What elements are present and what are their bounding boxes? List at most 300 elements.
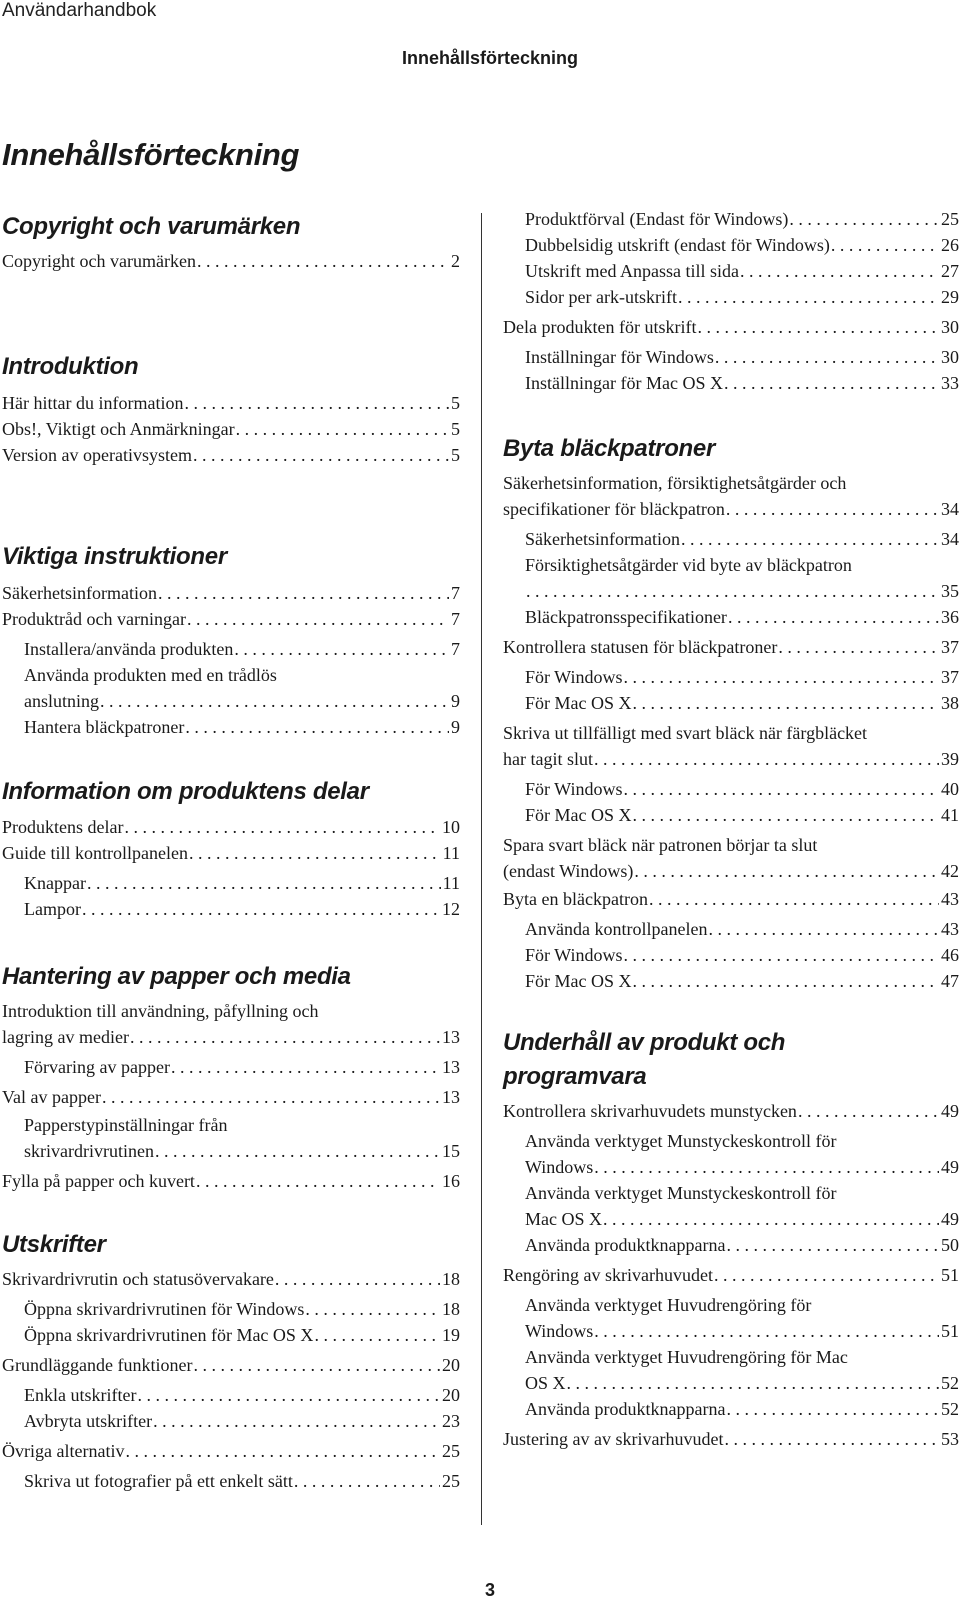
toc-entry[interactable] xyxy=(503,1098,959,1124)
section-heading: Byta bläckpatroner xyxy=(503,435,716,462)
toc-entry[interactable] xyxy=(525,968,959,994)
toc-entry-row xyxy=(525,284,959,310)
toc-entry-row xyxy=(24,870,460,896)
dot-leader xyxy=(193,1352,440,1378)
toc-page-number: 20 xyxy=(442,1355,460,1375)
toc-entry-label: För Mac OS X xyxy=(525,693,632,713)
dot-leader xyxy=(314,1322,440,1348)
toc-entry-row xyxy=(24,1408,460,1434)
toc-entry-row xyxy=(24,1468,460,1494)
toc-page-number: 18 xyxy=(442,1299,460,1319)
toc-entry-label: Rengöring av skrivarhuvudet xyxy=(503,1265,713,1285)
toc-entry[interactable] xyxy=(525,552,959,604)
toc-entry[interactable] xyxy=(2,248,460,274)
toc-page-number: 19 xyxy=(442,1325,460,1345)
dot-leader xyxy=(740,258,939,284)
dot-leader xyxy=(623,664,939,690)
toc-entry-text: Säkerhetsinformation, försiktighetsåtgärder och xyxy=(503,473,847,493)
dot-leader xyxy=(184,390,449,416)
dot-leader xyxy=(678,284,939,310)
toc-entry-label: Windows xyxy=(525,1321,594,1341)
toc-page-number: 37 xyxy=(941,667,959,687)
toc-entry[interactable] xyxy=(2,1438,460,1464)
toc-entry[interactable] xyxy=(525,206,959,232)
dot-leader xyxy=(197,248,449,274)
toc-entry-label: lagring av medier xyxy=(2,1027,129,1047)
toc-entry[interactable] xyxy=(503,1262,959,1288)
toc-entry[interactable] xyxy=(525,664,959,690)
toc-page-number: 30 xyxy=(941,347,959,367)
toc-entry-label: Dela produkten för utskrift xyxy=(503,317,697,337)
toc-entry[interactable] xyxy=(2,390,460,416)
toc-entry[interactable] xyxy=(2,1168,460,1194)
toc-entry-label: Produktförval (Endast för Windows) xyxy=(525,209,789,229)
toc-entry-label: Kontrollera statusen för bläckpatroner xyxy=(503,637,778,657)
dot-leader xyxy=(726,496,939,522)
toc-entry[interactable] xyxy=(2,580,460,606)
toc-entry-row xyxy=(525,1318,959,1344)
toc-entry-label: specifikationer för bläckpatron xyxy=(503,499,725,519)
toc-entry-text: Försiktighetsåtgärder vid byte av bläckpatron xyxy=(525,555,852,575)
toc-page-number: 37 xyxy=(941,637,959,657)
toc-page-number: 13 xyxy=(442,1057,460,1077)
toc-page-number: 7 xyxy=(451,583,460,603)
toc-entry-label: Hantera bläckpatroner xyxy=(24,717,185,737)
toc-entry-label: Grundläggande funktioner xyxy=(2,1355,193,1375)
section-heading: Underhåll av produkt och xyxy=(503,1029,786,1056)
dot-leader xyxy=(594,1318,939,1344)
toc-entry-row xyxy=(503,886,959,912)
toc-entry[interactable] xyxy=(24,1054,460,1080)
toc-entry-label: Övriga alternativ xyxy=(2,1441,125,1461)
toc-page-number: 51 xyxy=(941,1321,959,1341)
toc-entry[interactable] xyxy=(2,1352,460,1378)
toc-entry-text: Använda verktyget Huvudrengöring för xyxy=(525,1295,812,1315)
toc-entry[interactable] xyxy=(2,840,460,866)
toc-entry-label: Mac OS X xyxy=(525,1209,602,1229)
toc-entry-label: För Windows xyxy=(525,779,623,799)
toc-page-number: 10 xyxy=(442,817,460,837)
toc-entry-row xyxy=(525,344,959,370)
toc-page-number: 51 xyxy=(941,1265,959,1285)
toc-entry-label: Produktråd och varningar xyxy=(2,609,186,629)
dot-leader xyxy=(153,1408,440,1434)
toc-entry-label: anslutning xyxy=(24,691,99,711)
toc-page-number: 16 xyxy=(442,1171,460,1191)
toc-entry-row xyxy=(525,802,959,828)
toc-entry-label: Version av operativsystem xyxy=(2,445,192,465)
toc-entry-row xyxy=(24,1382,460,1408)
toc-page-number: 5 xyxy=(451,419,460,439)
toc-entry[interactable] xyxy=(2,606,460,632)
dot-leader xyxy=(633,802,940,828)
toc-page-number: 2 xyxy=(451,251,460,271)
toc-page-number: 13 xyxy=(442,1087,460,1107)
toc-page-number: 34 xyxy=(941,499,959,519)
toc-entry-row xyxy=(2,248,460,274)
toc-entry-row xyxy=(525,258,959,284)
toc-entry[interactable] xyxy=(2,814,460,840)
toc-entry[interactable] xyxy=(525,776,959,802)
toc-entry[interactable] xyxy=(24,1322,460,1348)
toc-entry-label: Windows xyxy=(525,1157,594,1177)
toc-entry[interactable] xyxy=(2,416,460,442)
toc-entry-row xyxy=(2,580,460,606)
toc-entry-row xyxy=(2,1266,460,1292)
dot-leader xyxy=(526,578,939,604)
toc-entry[interactable] xyxy=(525,344,959,370)
toc-entry[interactable] xyxy=(2,1266,460,1292)
toc-page-number: 18 xyxy=(442,1269,460,1289)
toc-entry-text: Använda verktyget Munstyckeskontroll för xyxy=(525,1131,837,1151)
toc-entry[interactable] xyxy=(24,1296,460,1322)
dot-leader xyxy=(100,688,449,714)
toc-entry-row xyxy=(24,896,460,922)
toc-entry-row xyxy=(2,416,460,442)
dot-leader xyxy=(294,1468,440,1494)
toc-entry-label: Installera/använda produkten xyxy=(24,639,234,659)
toc-entry-row xyxy=(525,1232,959,1258)
section-heading: Hantering av papper och media xyxy=(2,963,351,990)
toc-entry[interactable] xyxy=(525,1232,959,1258)
toc-entry-text: Introduktion till användning, påfyllning och xyxy=(2,1001,319,1021)
toc-page-number: 34 xyxy=(941,529,959,549)
toc-page-number: 41 xyxy=(941,805,959,825)
toc-entry[interactable] xyxy=(525,916,959,942)
toc-entry-row xyxy=(525,206,959,232)
dot-leader xyxy=(102,1084,440,1110)
toc-entry-label: Produktens delar xyxy=(2,817,124,837)
toc-entry-row xyxy=(24,636,460,662)
dot-leader xyxy=(87,870,441,896)
toc-page-number: 13 xyxy=(442,1027,460,1047)
toc-entry-row xyxy=(2,1352,460,1378)
toc-page-number: 7 xyxy=(451,609,460,629)
dot-leader xyxy=(603,1206,939,1232)
toc-entry[interactable] xyxy=(525,232,959,258)
toc-page-number: 46 xyxy=(941,945,959,965)
toc-entry-label: Inställningar för Windows xyxy=(525,347,714,367)
toc-entry-label: Knappar xyxy=(24,873,86,893)
toc-entry-label: Dubbelsidig utskrift (endast för Windows) xyxy=(525,235,830,255)
dot-leader xyxy=(193,442,449,468)
toc-entry-row xyxy=(525,1396,959,1422)
toc-page-number: 9 xyxy=(451,717,460,737)
dot-leader xyxy=(623,776,939,802)
toc-entry-row xyxy=(503,1098,959,1124)
toc-entry-label: Byta en bläckpatron xyxy=(503,889,648,909)
toc-entry-label: Justering av av skrivarhuvudet xyxy=(503,1429,724,1449)
toc-page-number: 27 xyxy=(941,261,959,281)
dot-leader xyxy=(728,604,939,630)
dot-leader xyxy=(681,526,939,552)
section-heading: Viktiga instruktioner xyxy=(2,543,227,570)
toc-page-number: 38 xyxy=(941,693,959,713)
dot-leader xyxy=(234,636,449,662)
toc-page-number: 49 xyxy=(941,1157,959,1177)
toc-entry-row xyxy=(503,1426,959,1452)
toc-page-number: 25 xyxy=(442,1471,460,1491)
toc-entry-row xyxy=(525,776,959,802)
toc-entry-label: Öppna skrivardrivrutinen för Windows xyxy=(24,1299,305,1319)
dot-leader xyxy=(778,634,939,660)
toc-entry[interactable] xyxy=(503,832,959,884)
toc-entry-label: Bläckpatronsspecifikationer xyxy=(525,607,727,627)
toc-entry-row xyxy=(525,1206,959,1232)
toc-entry[interactable] xyxy=(525,1396,959,1422)
toc-entry-label: Fylla på papper och kuvert xyxy=(2,1171,195,1191)
toc-page-number: 11 xyxy=(442,843,460,863)
toc-entry-label: OS X xyxy=(525,1373,566,1393)
toc-entry-row xyxy=(2,814,460,840)
column-divider xyxy=(481,213,482,1525)
section-heading: Copyright och varumärken xyxy=(2,213,301,240)
dot-leader xyxy=(789,206,939,232)
toc-page-number: 15 xyxy=(442,1141,460,1161)
toc-entry-text: Använda verktyget Huvudrengöring för Mac xyxy=(525,1347,848,1367)
toc-entry-row xyxy=(24,1054,460,1080)
toc-page-number: 43 xyxy=(941,919,959,939)
dot-leader xyxy=(185,714,449,740)
toc-entry-label: För Windows xyxy=(525,667,623,687)
page-title: Innehållsförteckning xyxy=(2,137,300,172)
toc-page-number: 35 xyxy=(941,581,959,601)
toc-entry-label: Använda produktknapparna xyxy=(525,1235,726,1255)
toc-entry[interactable] xyxy=(525,1128,959,1180)
toc-entry-text: Använda produkten med en trådlös xyxy=(24,665,277,685)
toc-entry[interactable] xyxy=(503,314,959,340)
toc-entry[interactable] xyxy=(2,1084,460,1110)
toc-entry-row xyxy=(24,1138,460,1164)
toc-entry-row xyxy=(503,634,959,660)
toc-entry-row xyxy=(503,314,959,340)
dot-leader xyxy=(275,1266,440,1292)
toc-page-number: 49 xyxy=(941,1209,959,1229)
toc-entry[interactable] xyxy=(525,258,959,284)
toc-entry[interactable] xyxy=(2,442,460,468)
dot-leader xyxy=(171,1054,440,1080)
toc-entry[interactable] xyxy=(24,1382,460,1408)
dot-leader xyxy=(708,916,939,942)
dot-leader xyxy=(125,1438,440,1464)
dot-leader xyxy=(623,942,939,968)
chapter-header: Innehållsförteckning xyxy=(401,48,579,68)
toc-entry[interactable] xyxy=(24,1408,460,1434)
toc-page-number: 52 xyxy=(941,1373,959,1393)
dot-leader xyxy=(305,1296,440,1322)
toc-entry[interactable] xyxy=(24,636,460,662)
toc-page-number: 7 xyxy=(451,639,460,659)
toc-entry-label: Öppna skrivardrivrutinen för Mac OS X xyxy=(24,1325,314,1345)
toc-entry-row xyxy=(2,1438,460,1464)
toc-entry-row xyxy=(525,604,959,630)
toc-entry[interactable] xyxy=(525,942,959,968)
dot-leader xyxy=(158,580,449,606)
toc-entry[interactable] xyxy=(525,1292,959,1344)
dot-leader xyxy=(567,1370,939,1396)
toc-page-number: 12 xyxy=(442,899,460,919)
toc-page-number: 29 xyxy=(941,287,959,307)
toc-entry[interactable] xyxy=(525,526,959,552)
dot-leader xyxy=(633,690,940,716)
toc-page-number: 50 xyxy=(941,1235,959,1255)
toc-entry-label: Skrivardrivrutin och statusövervakare xyxy=(2,1269,274,1289)
toc-entry[interactable] xyxy=(525,604,959,630)
toc-entry-label: För Mac OS X xyxy=(525,971,632,991)
toc-page-number: 30 xyxy=(941,317,959,337)
dot-leader xyxy=(187,606,449,632)
toc-entry-label: Skriva ut fotografier på ett enkelt sätt xyxy=(24,1471,293,1491)
toc-entry-label: Säkerhetsinformation xyxy=(2,583,157,603)
toc-entry-label: Avbryta utskrifter xyxy=(24,1411,153,1431)
toc-page-number: 36 xyxy=(941,607,959,627)
toc-entry-label: Utskrift med Anpassa till sida xyxy=(525,261,739,281)
toc-entry-row xyxy=(2,1168,460,1194)
section-heading: Utskrifter xyxy=(2,1231,106,1258)
toc-entry-label: har tagit slut xyxy=(503,749,593,769)
toc-entry-row xyxy=(503,1262,959,1288)
dot-leader xyxy=(124,814,440,840)
toc-page-number: 9 xyxy=(451,691,460,711)
toc-page-number: 53 xyxy=(941,1429,959,1449)
toc-entry-label: För Mac OS X xyxy=(525,805,632,825)
toc-entry[interactable] xyxy=(24,1112,460,1164)
toc-entry[interactable] xyxy=(503,720,959,772)
running-header: Användarhandbok xyxy=(2,0,157,21)
section-heading: Introduktion xyxy=(2,353,139,380)
dot-leader xyxy=(724,1426,939,1452)
toc-entry-row xyxy=(2,390,460,416)
toc-page-number: 25 xyxy=(442,1441,460,1461)
toc-page-number: 47 xyxy=(941,971,959,991)
toc-entry-label: Lampor xyxy=(24,899,81,919)
toc-entry-row xyxy=(2,1084,460,1110)
toc-page-number: 25 xyxy=(941,209,959,229)
toc-page-number: 42 xyxy=(941,861,959,881)
toc-entry-label: Val av papper xyxy=(2,1087,101,1107)
dot-leader xyxy=(726,1232,939,1258)
toc-entry-label: Copyright och varumärken xyxy=(2,251,196,271)
toc-entry[interactable] xyxy=(503,634,959,660)
toc-entry-label: Kontrollera skrivarhuvudets munstycken xyxy=(503,1101,797,1121)
toc-page-number: 39 xyxy=(941,749,959,769)
toc-page-number: 11 xyxy=(442,873,460,893)
toc-entry-row xyxy=(503,746,959,772)
dot-leader xyxy=(831,232,939,258)
toc-entry-row xyxy=(503,496,959,522)
toc-page-number: 40 xyxy=(941,779,959,799)
toc-entry[interactable] xyxy=(503,470,959,522)
toc-entry-label: För Windows xyxy=(525,945,623,965)
section-heading: Information om produktens delar xyxy=(2,778,369,805)
toc-entry[interactable] xyxy=(525,1344,959,1396)
toc-entry-text: Papperstypinställningar från xyxy=(24,1115,228,1135)
toc-entry-label: Inställningar för Mac OS X xyxy=(525,373,723,393)
toc-entry[interactable] xyxy=(24,1468,460,1494)
toc-entry[interactable] xyxy=(525,370,959,396)
toc-entry-row xyxy=(2,606,460,632)
toc-entry-row xyxy=(525,916,959,942)
dot-leader xyxy=(594,1154,939,1180)
section-heading: programvara xyxy=(503,1063,647,1090)
toc-entry-row xyxy=(24,1296,460,1322)
toc-entry[interactable] xyxy=(24,662,460,714)
toc-entry[interactable] xyxy=(24,896,460,922)
toc-entry-row xyxy=(24,688,460,714)
toc-entry[interactable] xyxy=(503,1426,959,1452)
toc-page-number: 49 xyxy=(941,1101,959,1121)
toc-page-number: 43 xyxy=(941,889,959,909)
toc-entry-row xyxy=(2,840,460,866)
toc-page-number: 26 xyxy=(941,235,959,255)
toc-entry-label: Använda produktknapparna xyxy=(525,1399,726,1419)
dot-leader xyxy=(196,1168,440,1194)
toc-entry-row xyxy=(525,690,959,716)
toc-entry-label: Förvaring av papper xyxy=(24,1057,170,1077)
toc-entry-row xyxy=(525,526,959,552)
toc-entry[interactable] xyxy=(525,1180,959,1232)
toc-entry-row xyxy=(525,232,959,258)
toc-entry-label: Guide till kontrollpanelen xyxy=(2,843,188,863)
toc-entry[interactable] xyxy=(525,802,959,828)
dot-leader xyxy=(798,1098,939,1124)
toc-entry-row xyxy=(525,578,959,604)
dot-leader xyxy=(137,1382,440,1408)
toc-entry-row xyxy=(525,664,959,690)
toc-entry-row xyxy=(525,942,959,968)
toc-entry-row xyxy=(24,714,460,740)
toc-entry-row xyxy=(503,858,959,884)
toc-entry[interactable] xyxy=(525,284,959,310)
toc-entry[interactable] xyxy=(503,886,959,912)
toc-entry-label: Enkla utskrifter xyxy=(24,1385,137,1405)
toc-entry-label: (endast Windows) xyxy=(503,861,634,881)
toc-entry-row xyxy=(2,1024,460,1050)
toc-entry-text: Spara svart bläck när patronen börjar ta slut xyxy=(503,835,818,855)
toc-entry-label: Sidor per ark-utskrift xyxy=(525,287,677,307)
toc-entry-row xyxy=(2,442,460,468)
toc-entry-label: Här hittar du information xyxy=(2,393,184,413)
toc-entry-row xyxy=(525,968,959,994)
toc-entry[interactable] xyxy=(24,714,460,740)
dot-leader xyxy=(724,370,939,396)
toc-page-number: 5 xyxy=(451,445,460,465)
dot-leader xyxy=(715,344,939,370)
dot-leader xyxy=(594,746,939,772)
toc-entry-label: Obs!, Viktigt och Anmärkningar xyxy=(2,419,235,439)
toc-entry-row xyxy=(525,1370,959,1396)
toc-entry-label: skrivardrivrutinen xyxy=(24,1141,154,1161)
toc-entry-row xyxy=(24,1322,460,1348)
dot-leader xyxy=(130,1024,440,1050)
dot-leader xyxy=(633,968,940,994)
dot-leader xyxy=(726,1396,939,1422)
dot-leader xyxy=(189,840,441,866)
dot-leader xyxy=(155,1138,440,1164)
toc-page-number: 23 xyxy=(442,1411,460,1431)
dot-leader xyxy=(649,886,939,912)
toc-page-number: 20 xyxy=(442,1385,460,1405)
toc-entry[interactable] xyxy=(525,690,959,716)
toc-entry-row xyxy=(525,1154,959,1180)
dot-leader xyxy=(697,314,939,340)
toc-entry[interactable] xyxy=(2,998,460,1050)
toc-page-number: 33 xyxy=(941,373,959,393)
toc-entry-label: Använda kontrollpanelen xyxy=(525,919,708,939)
toc-entry[interactable] xyxy=(24,870,460,896)
page-number: 3 xyxy=(484,1580,495,1600)
toc-entry-row xyxy=(525,370,959,396)
